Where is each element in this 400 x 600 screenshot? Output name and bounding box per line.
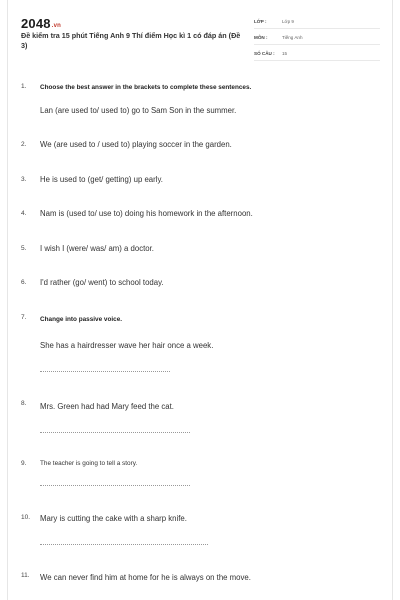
question-number: 9.	[21, 460, 27, 467]
page-header	[8, 0, 392, 66]
question-instruction: Choose the best answer in the brackets to complete these sentences.	[40, 84, 252, 91]
question-number: 11.	[21, 572, 30, 579]
exam-title: Đề kiểm tra 15 phút Tiếng Anh 9 Thí điểm Học kì 1 có đáp án (Đề 3)	[21, 31, 241, 50]
question-number: 1.	[21, 83, 27, 90]
meta-value: 15	[282, 50, 288, 56]
meta-label: MÔN :	[254, 34, 268, 40]
logo-suffix: .vn	[51, 23, 62, 29]
question-text: Mrs. Green had had Mary feed the cat.	[40, 402, 174, 411]
question-text: Nam is (used to/ use to) doing his homework in the afternoon.	[40, 209, 253, 218]
question-text: I'd rather (go/ went) to school today.	[40, 278, 164, 287]
answer-line[interactable]	[40, 371, 170, 372]
question-number: 3.	[21, 176, 27, 183]
question-instruction: Change into passive voice.	[40, 316, 123, 323]
meta-label: LỚP :	[254, 18, 267, 24]
question-number: 2.	[21, 141, 27, 148]
question-text: Mary is cutting the cake with a sharp knife.	[40, 514, 187, 523]
question-number: 5.	[21, 245, 27, 252]
answer-line[interactable]	[40, 485, 190, 486]
meta-row-class	[254, 14, 380, 29]
meta-value: Lớp 9	[282, 18, 294, 24]
question-text: Lan (are used to/ used to) go to Sam Son in the summer.	[40, 106, 237, 115]
exam-meta	[254, 14, 380, 62]
question-number: 6.	[21, 279, 27, 286]
meta-label: SỐ CÂU :	[254, 50, 275, 56]
question-number: 4.	[21, 210, 27, 217]
site-logo[interactable]: 2048.vn	[21, 16, 62, 31]
meta-row-question-count	[254, 46, 380, 61]
question-number: 10.	[21, 514, 31, 521]
question-text: She has a hairdresser wave her hair once a week.	[40, 341, 214, 350]
question-text: I wish I (were/ was/ am) a doctor.	[40, 244, 154, 253]
question-number: 8.	[21, 400, 27, 407]
answer-line[interactable]	[40, 432, 190, 433]
question-text: We can never find him at home for he is always on the move.	[40, 573, 251, 582]
question-text: He is used to (get/ getting) up early.	[40, 175, 163, 184]
question-number: 7.	[21, 314, 27, 321]
meta-row-subject	[254, 30, 380, 45]
answer-line[interactable]	[40, 544, 208, 545]
exam-page	[7, 0, 393, 600]
question-text: The teacher is going to tell a story.	[40, 460, 138, 467]
meta-value: Tiếng Anh	[282, 34, 303, 40]
question-text: We (are used to / used to) playing soccer in the garden.	[40, 140, 232, 149]
